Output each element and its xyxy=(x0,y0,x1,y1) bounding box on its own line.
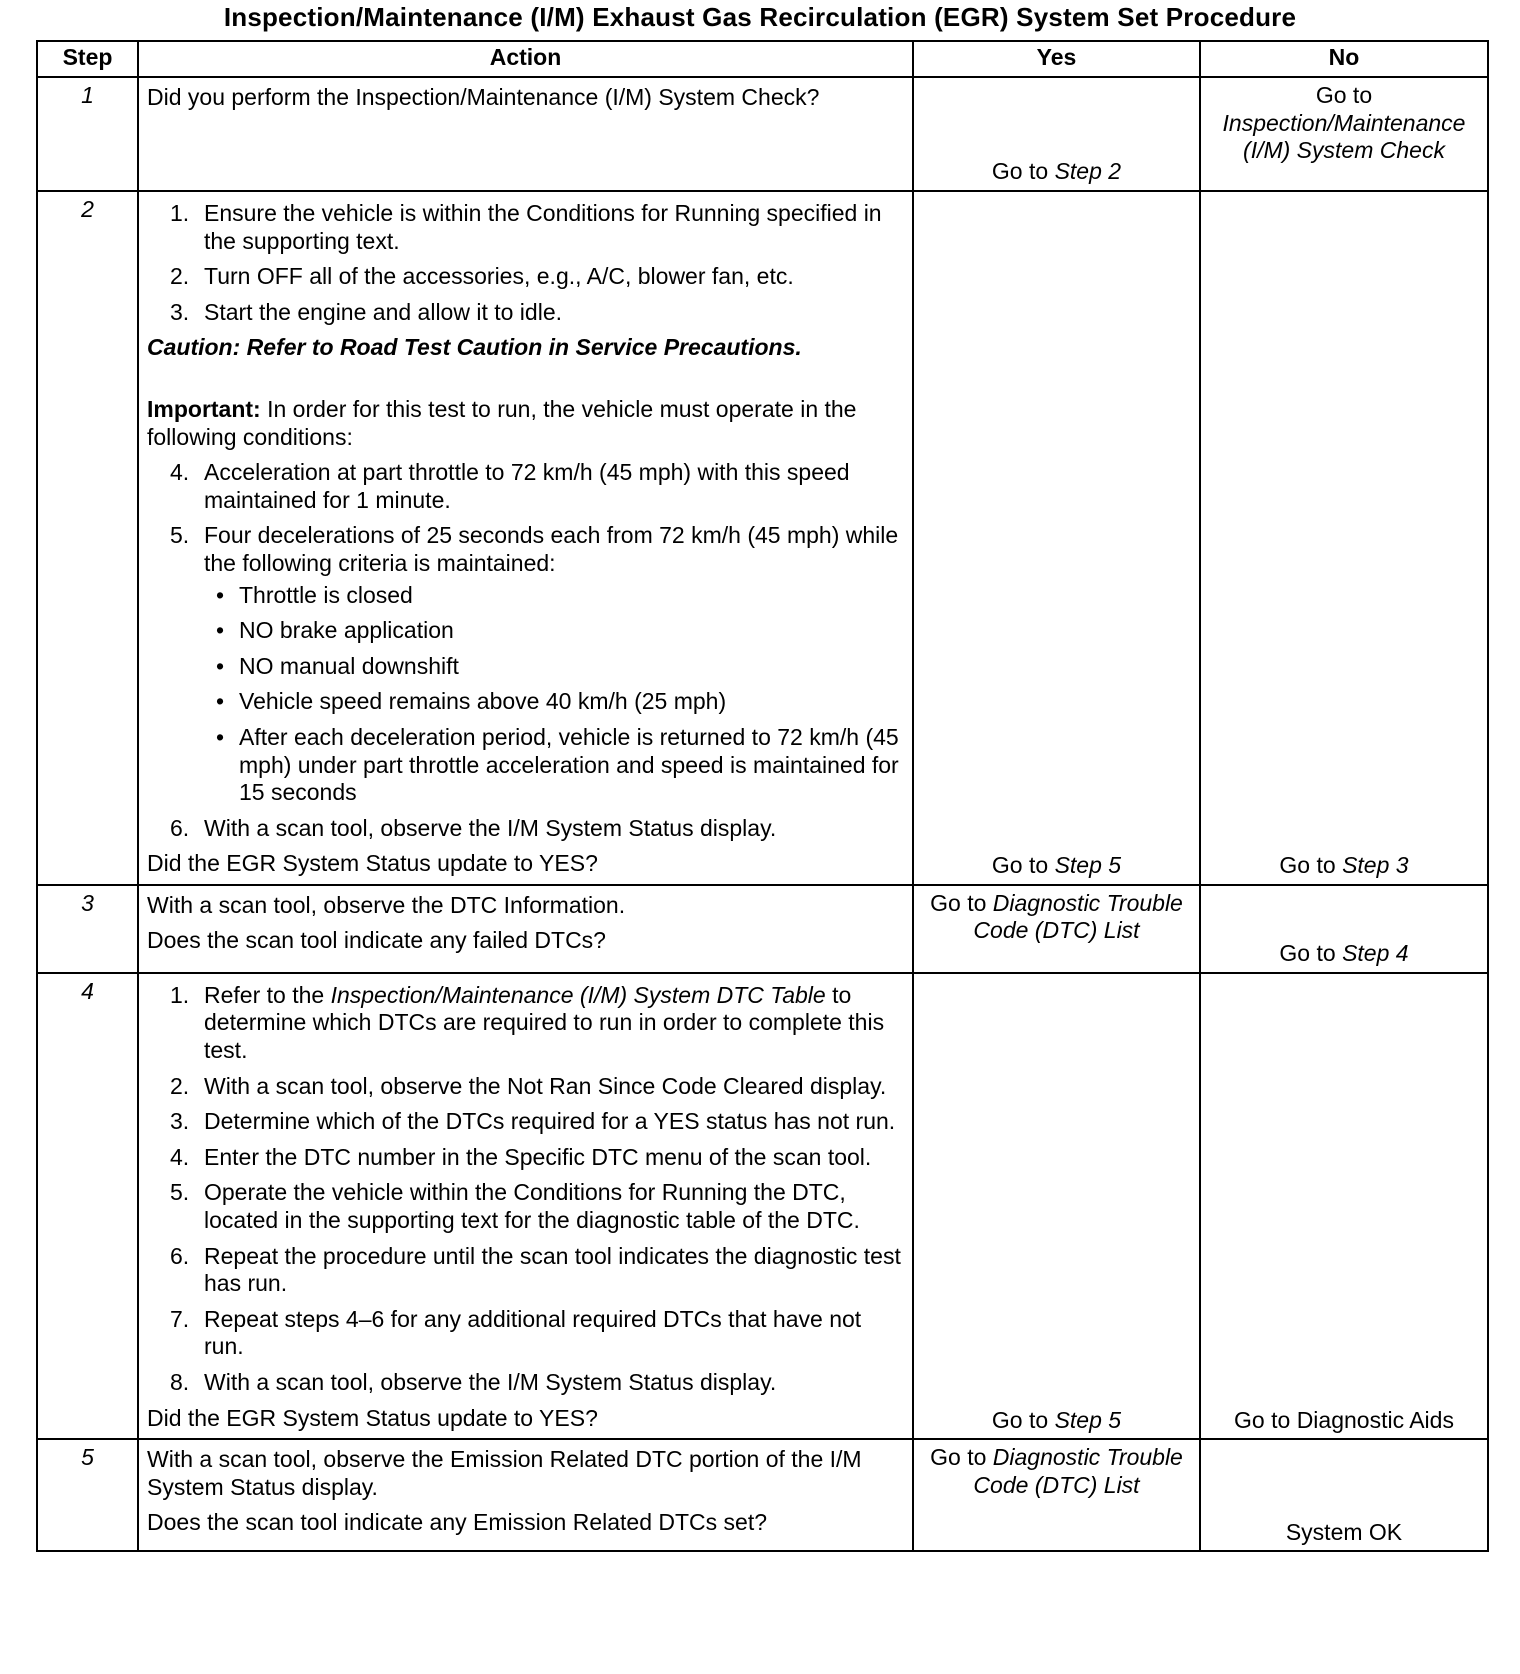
item-number: 6. xyxy=(170,1242,190,1269)
action-list xyxy=(147,200,904,326)
step-number: 3 xyxy=(37,885,138,973)
no-cell xyxy=(1200,191,1488,885)
criteria-bullets xyxy=(204,582,904,807)
header-yes: Yes xyxy=(913,41,1200,77)
item-number: 6. xyxy=(170,814,190,841)
item-text: Four decelerations of 25 seconds each from 72 km/h (45 mph) while the following criteria is maintained: xyxy=(204,522,899,576)
no-goto[interactable] xyxy=(1201,940,1487,968)
list-item xyxy=(147,1369,904,1397)
bullet-item: • Vehicle speed remains above 40 km/h (25 mph) xyxy=(204,688,904,716)
action-cell xyxy=(138,973,913,1439)
no-goto-target[interactable] xyxy=(1209,110,1479,165)
action-question: Did the EGR System Status update to YES? xyxy=(147,850,598,877)
list-item xyxy=(147,299,904,327)
goto-prefix: Go to xyxy=(991,852,1055,879)
procedure-title: Inspection/Maintenance (I/M) Exhaust Gas Recirculation (EGR) System Set Procedure xyxy=(223,2,1297,32)
item-number: 8. xyxy=(170,1369,190,1395)
action-cell xyxy=(138,1439,913,1551)
item-number: 4. xyxy=(170,1143,190,1170)
yes-cell xyxy=(913,1439,1200,1551)
item-number: 5. xyxy=(170,522,190,549)
list-item xyxy=(147,263,904,291)
action-list xyxy=(147,459,904,842)
list-item xyxy=(147,982,904,1065)
dtc-table-link[interactable]: Inspection/Maintenance (I/M) System DTC Table xyxy=(330,981,826,1008)
goto-target[interactable]: Step 5 xyxy=(1054,852,1122,879)
list-item xyxy=(147,1073,904,1101)
item-number: 5. xyxy=(170,1179,190,1206)
header-action: Action xyxy=(138,41,913,77)
item-number: 3. xyxy=(170,1108,190,1135)
goto-target[interactable]: Inspection/Maintenance (I/M) System Check xyxy=(1222,109,1466,164)
action-list xyxy=(147,982,904,1397)
step-row-1 xyxy=(37,77,1488,191)
step-number: 2 xyxy=(37,191,138,885)
bullet-item: • After each deceleration period, vehicle is returned to 72 km/h (45 mph) under part throttle acceleration and speed is maintained for 15 seconds xyxy=(204,724,904,807)
item-number: 7. xyxy=(170,1305,190,1332)
goto-prefix: Go to xyxy=(1279,852,1343,879)
yes-cell xyxy=(913,973,1200,1439)
header-step: Step xyxy=(37,41,138,77)
no-cell xyxy=(1200,77,1488,191)
yes-goto[interactable] xyxy=(914,158,1199,186)
bullet-item: • NO brake application xyxy=(204,617,904,645)
step-row-5 xyxy=(37,1439,1488,1551)
goto-prefix: Go to xyxy=(930,1444,993,1471)
goto-target[interactable]: Step 5 xyxy=(1054,1406,1122,1433)
goto-prefix: Go to xyxy=(1279,940,1343,967)
item-text: Acceleration at part throttle to 72 km/h (45 mph) with this speed maintained for 1 minute. xyxy=(204,459,850,513)
step-row-2 xyxy=(37,191,1488,885)
bullet-item: • Throttle is closed xyxy=(204,582,904,610)
goto-target[interactable]: Step 4 xyxy=(1342,940,1409,967)
header-row xyxy=(37,41,1488,77)
item-text: Operate the vehicle within the Conditions for Running the DTC, located in the supporting text for the diagnostic table of the DTC. xyxy=(204,1179,860,1234)
step-number: 4 xyxy=(37,973,138,1439)
yes-cell xyxy=(913,77,1200,191)
no-goto[interactable]: Go to Diagnostic Aids xyxy=(1234,1406,1454,1433)
item-text: Ensure the vehicle is within the Conditions for Running specified in the supporting text. xyxy=(204,200,882,254)
no-result: System OK xyxy=(1285,1518,1403,1545)
list-item xyxy=(147,459,904,514)
no-goto-prefix: Go to xyxy=(1315,82,1373,108)
no-cell xyxy=(1200,1439,1488,1551)
step-number: 5 xyxy=(37,1439,138,1551)
important-text: In order for this test to run, the vehicle must operate in the following conditions: xyxy=(147,395,857,450)
important-label: Important: xyxy=(147,395,261,422)
goto-target[interactable]: Step 2 xyxy=(1054,158,1122,185)
action-cell xyxy=(138,191,913,885)
list-item xyxy=(147,522,904,806)
item-text: Enter the DTC number in the Specific DTC menu of the scan tool. xyxy=(204,1143,872,1170)
item-text-pre: Refer to the xyxy=(204,981,331,1008)
item-text: Turn OFF all of the accessories, e.g., A/C, blower fan, etc. xyxy=(204,263,794,290)
header-no: No xyxy=(1200,41,1488,77)
item-number: 4. xyxy=(170,459,190,486)
step-number: 1 xyxy=(37,77,138,191)
step-row-3 xyxy=(37,885,1488,973)
caution-note: Caution: Refer to Road Test Caution in Service Precautions. xyxy=(147,334,802,361)
yes-cell xyxy=(913,191,1200,885)
list-item xyxy=(147,1108,904,1136)
important-note xyxy=(147,396,904,451)
item-text: Determine which of the DTCs required for a YES status has not run. xyxy=(204,1108,896,1135)
no-cell xyxy=(1200,885,1488,973)
procedure-table xyxy=(36,40,1489,1552)
list-item xyxy=(147,1144,904,1172)
list-item xyxy=(147,200,904,255)
yes-goto[interactable] xyxy=(922,1444,1191,1499)
goto-prefix: Go to xyxy=(991,1406,1055,1433)
action-text: With a scan tool, observe the DTC Information. xyxy=(147,891,626,918)
goto-prefix: Go to xyxy=(930,889,993,916)
no-goto[interactable] xyxy=(1201,852,1487,880)
item-text: Repeat the procedure until the scan tool indicates the diagnostic test has run. xyxy=(204,1242,901,1297)
action-text: With a scan tool, observe the Emission Related DTC portion of the I/M System Status display. xyxy=(147,1446,862,1500)
bullet-item: • NO manual downshift xyxy=(204,653,904,681)
action-question: Did the EGR System Status update to YES? xyxy=(147,1404,598,1431)
item-number: 1. xyxy=(170,981,190,1008)
action-cell xyxy=(138,885,913,973)
item-text: Repeat steps 4–6 for any additional required DTCs that have not run. xyxy=(204,1305,862,1360)
action-question: Does the scan tool indicate any failed DTCs? xyxy=(147,927,606,954)
item-text: With a scan tool, observe the Not Ran Since Code Cleared display. xyxy=(204,1072,887,1099)
goto-target[interactable]: Diagnostic Trouble Code (DTC) List xyxy=(973,1444,1183,1498)
yes-goto[interactable] xyxy=(914,852,1199,880)
item-text: Start the engine and allow it to idle. xyxy=(204,298,563,325)
item-text: With a scan tool, observe the I/M System Status display. xyxy=(204,1369,777,1395)
yes-cell xyxy=(913,885,1200,973)
goto-target[interactable]: Step 3 xyxy=(1342,852,1409,879)
action-question: Did you perform the Inspection/Maintenance (I/M) System Check? xyxy=(147,84,820,110)
list-item xyxy=(147,1179,904,1234)
step-row-4 xyxy=(37,973,1488,1439)
list-item xyxy=(147,1243,904,1298)
list-item xyxy=(147,815,904,843)
action-question: Does the scan tool indicate any Emission Related DTCs set? xyxy=(147,1509,768,1536)
item-number: 2. xyxy=(170,263,190,290)
item-number: 2. xyxy=(170,1072,190,1099)
action-cell xyxy=(138,77,913,191)
item-number: 3. xyxy=(170,298,190,325)
item-number: 1. xyxy=(170,200,190,226)
yes-goto[interactable] xyxy=(922,890,1191,945)
list-item xyxy=(147,1306,904,1361)
item-text-post: to determine which DTCs are required to run in order to complete this test. xyxy=(204,981,885,1064)
item-text: With a scan tool, observe the I/M System Status display. xyxy=(204,814,777,841)
goto-prefix: Go to xyxy=(991,158,1055,185)
no-cell xyxy=(1200,973,1488,1439)
goto-target[interactable]: Diagnostic Trouble Code (DTC) List xyxy=(973,889,1183,944)
yes-goto[interactable] xyxy=(914,1407,1199,1435)
